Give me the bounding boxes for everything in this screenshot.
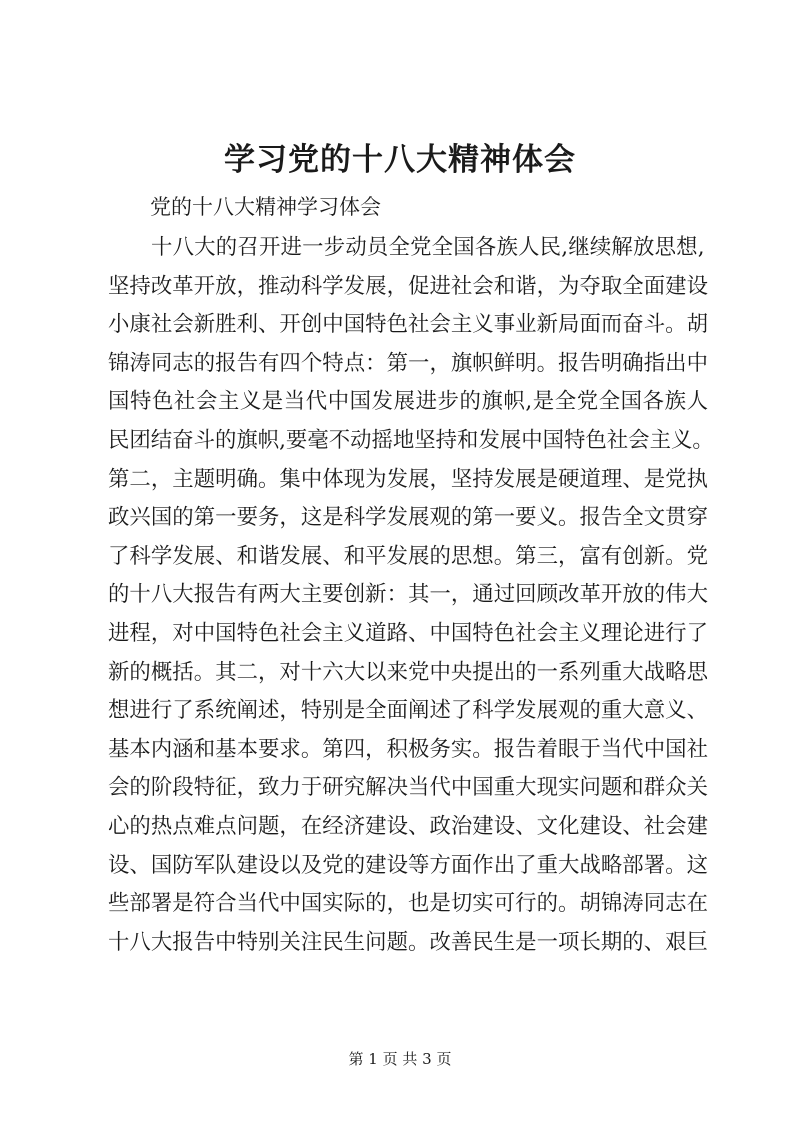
body-line: 心的热点难点问题，在经济建设、政治建设、文化建设、社会建 (108, 813, 708, 839)
body-line: 进程，对中国特色社会主义道路、中国特色社会主义理论进行了 (108, 620, 708, 646)
document-subtitle: 党的十八大精神学习体会 (150, 195, 381, 219)
body-line: 新的概括。其二，对十六大以来党中央提出的一系列重大战略思 (108, 659, 708, 685)
body-line: 十八大的召开进一步动员全党全国各族人民,继续解放思想, (151, 235, 705, 260)
body-line: 的十八大报告有两大主要创新：其一，通过回顾改革开放的伟大 (108, 582, 708, 608)
body-line: 民团结奋斗的旗帜,要毫不动摇地坚持和发展中国特色社会主义。 (108, 427, 714, 453)
body-line: 些部署是符合当代中国实际的，也是切实可行的。胡锦涛同志在 (108, 891, 708, 917)
body-line: 设、国防军队建设以及党的建设等方面作出了重大战略部署。这 (108, 852, 708, 878)
body-line: 想进行了系统阐述，特别是全面阐述了科学发展观的重大意义、 (108, 698, 708, 724)
body-line: 十八大报告中特别关注民生问题。改善民生是一项长期的、艰巨 (108, 929, 708, 955)
body-line: 国特色社会主义是当代中国发展进步的旗帜,是全党全国各族人 (108, 389, 708, 415)
body-line: 锦涛同志的报告有四个特点：第一，旗帜鲜明。报告明确指出中 (108, 350, 708, 376)
body-line: 了科学发展、和谐发展、和平发展的思想。第三，富有创新。党 (108, 543, 708, 569)
body-line: 小康社会新胜利、开创中国特色社会主义事业新局面而奋斗。胡 (108, 312, 708, 338)
document-title: 学习党的十八大精神体会 (224, 142, 576, 178)
body-line: 基本内涵和基本要求。第四，积极务实。报告着眼于当代中国社 (108, 736, 708, 762)
body-line: 第二，主题明确。集中体现为发展，坚持发展是硬道理、是党执 (108, 466, 708, 492)
body-line: 坚持改革开放，推动科学发展，促进社会和谐，为夺取全面建设 (108, 273, 708, 299)
body-line: 会的阶段特征，致力于研究解决当代中国重大现实问题和群众关 (108, 775, 708, 801)
body-text (108, 229, 714, 962)
page-number-footer: 第 1 页 共 3 页 (348, 1050, 452, 1068)
body-line: 政兴国的第一要务，这是科学发展观的第一要义。报告全文贯穿 (108, 505, 708, 531)
